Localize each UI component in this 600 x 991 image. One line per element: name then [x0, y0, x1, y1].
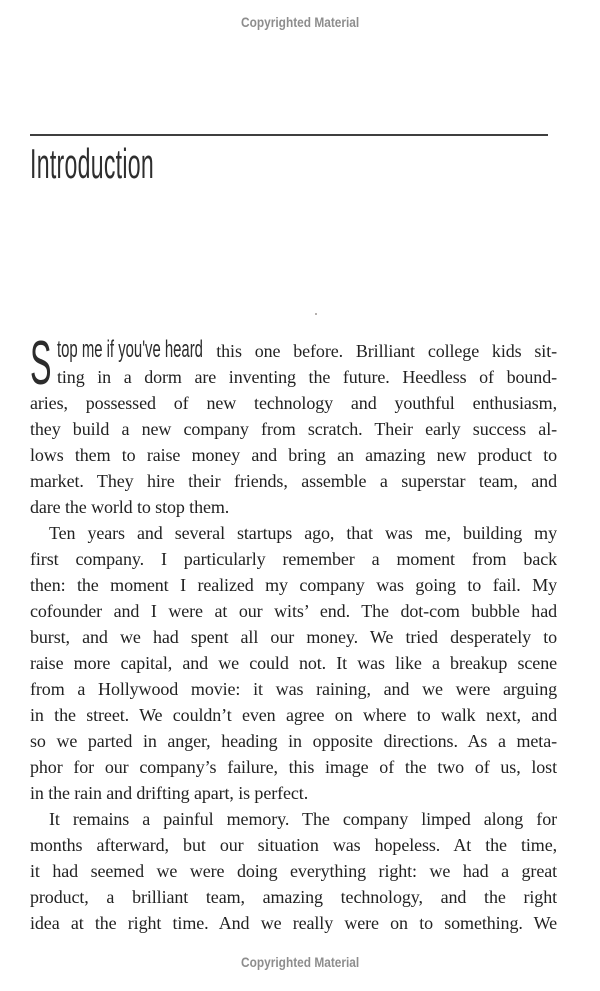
chapter-rule — [30, 134, 548, 136]
dropcap-letter: S — [30, 329, 52, 398]
text-line: burst, and we had spent all our money. We tried desperately to — [30, 627, 557, 647]
text-line: it had seemed we were doing everything right: we had a great — [30, 861, 557, 881]
body-text — [30, 329, 557, 936]
copyright-notice-top — [0, 16, 600, 30]
text-line: then: the moment I realized my company was going to fail. My — [30, 575, 557, 595]
text-line: they build a new company from scratch. Their early success al- — [30, 419, 557, 439]
text-line: ting in a dorm are inventing the future. Heedless of bound- — [57, 367, 557, 387]
text-line: Ten years and several startups ago, that was me, building my — [49, 523, 557, 543]
opening-phrase: top me if you've heard — [57, 338, 203, 363]
copyright-notice-top-text: Copyrighted Material — [240, 15, 360, 30]
text-line: idea at the right time. And we really were on to something. We — [30, 913, 557, 933]
text-line: cofounder and I were at our wits’ end. The dot-com bubble had — [30, 601, 557, 621]
scan-speck — [315, 313, 317, 315]
text-line: market. They hire their friends, assemble a superstar team, and — [30, 471, 557, 491]
text-line: It remains a painful memory. The company limped along for — [49, 809, 557, 829]
text-line: in the street. We couldn’t even agree on where to walk next, and — [30, 705, 557, 725]
paragraph — [30, 329, 557, 520]
text-line: lows them to raise money and bring an amazing new product to — [30, 445, 557, 465]
text-line: top me if you've heard this one before. Brilliant college kids sit- — [57, 338, 557, 363]
text-line: aries, possessed of new technology and youthful enthusiasm, — [30, 393, 557, 413]
text-line: dare the world to stop them. — [30, 497, 230, 517]
text-line: phor for our company’s failure, this image of the two of us, lost — [30, 757, 557, 777]
paragraph — [30, 806, 557, 936]
text-line: in the rain and drifting apart, is perfect. — [30, 783, 309, 803]
text-line: product, a brilliant team, amazing technology, and the right — [30, 887, 557, 907]
text-line: so we parted in anger, heading in opposite directions. As a meta- — [30, 731, 557, 751]
chapter-title: Introduction — [30, 140, 155, 187]
copyright-notice-bottom — [0, 956, 600, 970]
copyright-notice-bottom-text: Copyrighted Material — [240, 955, 360, 970]
text-line: months afterward, but our situation was hopeless. At the time, — [30, 835, 557, 855]
text-line: raise more capital, and we could not. It was like a breakup scene — [30, 653, 557, 673]
text-line: first company. I particularly remember a moment from back — [30, 549, 557, 569]
text-line: from a Hollywood movie: it was raining, and we were arguing — [30, 679, 557, 699]
paragraph — [30, 520, 557, 806]
